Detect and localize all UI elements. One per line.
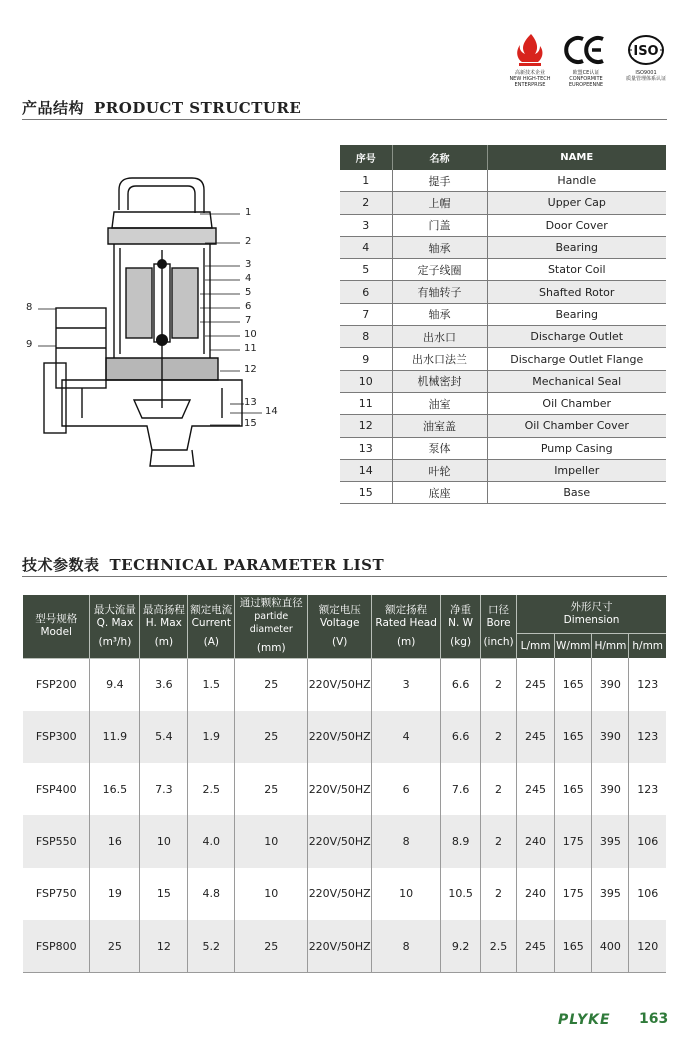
page-number: 163 <box>639 1011 669 1027</box>
cert-caption: 高新技术企业 NEW HIGH-TECH ENTERPRISE <box>509 70 551 88</box>
cell-length: 245 <box>517 920 555 973</box>
part-name-cn: 提手 <box>392 170 487 192</box>
part-name-en: Oil Chamber <box>487 392 666 414</box>
header-unit: (inch) <box>483 635 514 648</box>
cell-bore: 2 <box>481 868 517 920</box>
col-header-no: 序号 <box>340 145 392 170</box>
header-q-max <box>90 595 140 658</box>
cell-width: 165 <box>555 763 592 815</box>
cell-voltage: 220V/50HZ <box>308 658 372 711</box>
cell-q-max: 16 <box>90 815 140 867</box>
part-number: 2 <box>340 192 392 214</box>
part-name-cn: 油室 <box>392 392 487 414</box>
cell-length: 245 <box>517 658 555 711</box>
cell-rated-head: 6 <box>372 763 441 815</box>
parts-table-row <box>340 415 666 437</box>
title-cn: 技术参数表 <box>22 556 100 574</box>
callout-14: 14 <box>265 406 278 417</box>
header-unit: (m³/h) <box>98 635 132 648</box>
header-cn: 最高扬程 <box>142 603 185 616</box>
col-header-name-en: NAME <box>487 145 666 170</box>
part-name-en: Door Cover <box>487 214 666 236</box>
parts-table-row <box>340 192 666 214</box>
cell-inlet-height: 123 <box>629 711 666 763</box>
cell-inlet-height: 120 <box>629 920 666 973</box>
cell-width: 165 <box>555 658 592 711</box>
cell-length: 240 <box>517 815 555 867</box>
cell-model: FSP200 <box>23 658 90 711</box>
col-header-name-cn: 名称 <box>392 145 487 170</box>
cert-caption: ISO9001 质量管理体系认证 <box>625 70 666 82</box>
part-name-cn: 出水口法兰 <box>392 348 487 370</box>
cell-height: 400 <box>592 920 629 973</box>
param-table-row <box>23 920 666 973</box>
cell-height: 390 <box>592 711 629 763</box>
part-name-cn: 轴承 <box>392 236 487 258</box>
header-en: partide diameter <box>249 611 293 636</box>
callout-12: 12 <box>244 364 257 375</box>
cell-height: 390 <box>592 763 629 815</box>
callout-10: 10 <box>244 329 257 340</box>
parts-table-row <box>340 281 666 303</box>
parts-table-row <box>340 437 666 459</box>
part-number: 4 <box>340 236 392 258</box>
parts-table-row <box>340 303 666 325</box>
parts-table-header <box>340 145 666 170</box>
header-cn: 净重 <box>450 603 472 616</box>
part-number: 12 <box>340 415 392 437</box>
cell-h-max: 5.4 <box>140 711 188 763</box>
param-table-row <box>23 658 666 711</box>
header-en: N. W <box>448 616 474 629</box>
callout-1: 1 <box>245 207 252 218</box>
parts-table-row <box>340 170 666 192</box>
cell-current: 4.8 <box>188 868 235 920</box>
part-number: 5 <box>340 259 392 281</box>
part-number: 11 <box>340 392 392 414</box>
part-name-en: Base <box>487 482 666 504</box>
header-bore <box>481 595 517 658</box>
part-name-cn: 轴承 <box>392 303 487 325</box>
parts-table <box>340 145 666 504</box>
cell-net-weight: 7.6 <box>441 763 481 815</box>
part-name-en: Discharge Outlet <box>487 326 666 348</box>
part-name-en: Bearing <box>487 303 666 325</box>
cell-q-max: 19 <box>90 868 140 920</box>
part-number: 13 <box>340 437 392 459</box>
part-number: 9 <box>340 348 392 370</box>
part-name-cn: 机械密封 <box>392 370 487 392</box>
callout-11: 11 <box>244 343 257 354</box>
parts-table-row <box>340 236 666 258</box>
header-en: Rated Head <box>375 616 437 629</box>
technical-parameter-title <box>22 554 384 575</box>
header-unit: (V) <box>332 635 348 648</box>
cell-q-max: 9.4 <box>90 658 140 711</box>
parts-table-row <box>340 392 666 414</box>
technical-parameter-table <box>23 595 666 973</box>
part-name-cn: 泵体 <box>392 437 487 459</box>
header-cn: 外形尺寸 <box>570 601 613 613</box>
cell-inlet-height: 106 <box>629 815 666 867</box>
cell-height: 390 <box>592 658 629 711</box>
callout-15: 15 <box>244 418 257 429</box>
header-net-weight <box>441 595 481 658</box>
title-en: TECHNICAL PARAMETER LIST <box>109 556 385 574</box>
cell-h-max: 3.6 <box>140 658 188 711</box>
part-name-cn: 门盖 <box>392 214 487 236</box>
cell-h-max: 12 <box>140 920 188 973</box>
parts-table-row <box>340 370 666 392</box>
part-name-en: Pump Casing <box>487 437 666 459</box>
cell-width: 175 <box>555 868 592 920</box>
header-voltage <box>308 595 372 658</box>
cell-current: 1.9 <box>188 711 235 763</box>
cell-rated-head: 4 <box>372 711 441 763</box>
callout-13: 13 <box>244 397 257 408</box>
header-model <box>23 595 90 658</box>
header-inlet-height: h/mm <box>629 634 666 659</box>
part-name-en: Oil Chamber Cover <box>487 415 666 437</box>
header-current <box>188 595 235 658</box>
cell-model: FSP800 <box>23 920 90 973</box>
cell-inlet-height: 123 <box>637 677 659 691</box>
header-en: Bore <box>486 616 511 629</box>
callout-3: 3 <box>245 259 252 270</box>
param-table-row <box>23 711 666 763</box>
part-name-cn: 有轴转子 <box>392 281 487 303</box>
part-name-cn: 叶轮 <box>392 459 487 481</box>
part-name-cn: 出水口 <box>392 326 487 348</box>
cell-voltage: 220V/50HZ <box>308 815 372 867</box>
cell-h-max: 7.3 <box>140 763 188 815</box>
cell-net-weight: 6.6 <box>441 711 481 763</box>
cell-rated-head: 10 <box>372 868 441 920</box>
cell-length: 245 <box>517 763 555 815</box>
cell-voltage: 220V/50HZ <box>308 868 372 920</box>
header-rated-head <box>372 595 441 658</box>
cell-bore: 2.5 <box>481 920 517 973</box>
cell-inlet-height: 106 <box>637 887 659 901</box>
parts-table-row <box>340 459 666 481</box>
callout-5: 5 <box>245 287 252 298</box>
header-en: Dimension <box>563 614 620 626</box>
part-name-en: Handle <box>487 170 666 192</box>
cell-current: 2.5 <box>188 763 235 815</box>
cell-model: FSP550 <box>23 815 90 867</box>
cell-q-max: 16.5 <box>90 763 140 815</box>
cell-width: 175 <box>555 815 592 867</box>
callout-4: 4 <box>245 273 252 284</box>
cell-net-weight: 6.6 <box>441 658 481 711</box>
cell-height: 395 <box>592 868 629 920</box>
cell-q-max: 25 <box>90 920 140 973</box>
cell-rated-head: 8 <box>372 815 441 867</box>
cert-caption: 欧盟CE认证 CONFORMITE EUROPEENNE <box>568 70 604 88</box>
cell-current: 1.5 <box>188 658 235 711</box>
cell-bore: 2 <box>481 711 517 763</box>
title-cn: 产品结构 <box>22 99 85 117</box>
cell-rated-head: 3 <box>372 658 441 711</box>
param-table-row <box>23 763 666 815</box>
callout-8: 8 <box>26 302 33 313</box>
param-header-row <box>23 595 666 634</box>
parts-table-row <box>340 482 666 504</box>
header-height: H/mm <box>592 634 629 659</box>
part-name-cn: 油室盖 <box>392 415 487 437</box>
cell-particle-diameter: 10 <box>235 815 308 867</box>
cell-inlet-height: 123 <box>637 782 659 796</box>
part-name-en: Stator Coil <box>487 259 666 281</box>
param-table-row <box>23 868 666 920</box>
parts-table-row <box>340 259 666 281</box>
header-en: Voltage <box>320 616 360 629</box>
cell-width: 165 <box>555 920 592 973</box>
parts-table-row <box>340 348 666 370</box>
part-name-cn: 底座 <box>392 482 487 504</box>
cell-particle-diameter: 10 <box>235 868 308 920</box>
cell-width: 165 <box>555 711 592 763</box>
divider <box>22 576 667 577</box>
part-name-en: Discharge Outlet Flange <box>487 348 666 370</box>
part-number: 10 <box>340 370 392 392</box>
cell-height: 395 <box>592 815 629 867</box>
cell-length: 240 <box>517 868 555 920</box>
header-unit: (A) <box>203 635 219 648</box>
parts-table-row <box>340 326 666 348</box>
header-h-max <box>140 595 188 658</box>
cell-bore: 2 <box>481 658 517 711</box>
header-width: W/mm <box>555 634 592 659</box>
header-en: Current <box>191 616 232 629</box>
header-cn: 口径 <box>488 603 510 616</box>
part-number: 3 <box>340 214 392 236</box>
cell-particle-diameter: 25 <box>235 763 308 815</box>
cell-particle-diameter: 25 <box>235 920 308 973</box>
header-en: Q. Max <box>96 616 134 629</box>
header-unit: (kg) <box>450 635 472 648</box>
callout-9: 9 <box>26 339 33 350</box>
header-cn: 额定扬程 <box>385 603 428 616</box>
header-cn: 型号规格 <box>35 613 78 626</box>
part-name-cn: 上帽 <box>392 192 487 214</box>
cell-bore: 2 <box>481 763 517 815</box>
part-name-cn: 定子线圈 <box>392 259 487 281</box>
header-cn: 额定电压 <box>318 603 361 616</box>
header-cn: 最大流量 <box>93 603 136 616</box>
cell-current: 5.2 <box>188 920 235 973</box>
header-en: Model <box>40 626 72 639</box>
cell-h-max: 10 <box>140 815 188 867</box>
part-name-en: Shafted Rotor <box>487 281 666 303</box>
header-length: L/mm <box>517 634 555 659</box>
cell-model: FSP400 <box>23 763 90 815</box>
part-number: 6 <box>340 281 392 303</box>
part-number: 14 <box>340 459 392 481</box>
header-dimension <box>517 595 666 634</box>
header-unit: (mm) <box>256 642 286 655</box>
header-unit: (m) <box>154 635 174 648</box>
cell-particle-diameter: 25 <box>235 658 308 711</box>
cell-model: FSP300 <box>23 711 90 763</box>
cell-voltage: 220V/50HZ <box>308 711 372 763</box>
cell-voltage: 220V/50HZ <box>308 920 372 973</box>
cell-rated-head: 8 <box>372 920 441 973</box>
part-number: 15 <box>340 482 392 504</box>
part-name-en: Upper Cap <box>487 192 666 214</box>
cell-length: 245 <box>517 711 555 763</box>
part-name-en: Impeller <box>487 459 666 481</box>
parts-table-row <box>340 214 666 236</box>
cell-current: 4.0 <box>188 815 235 867</box>
part-name-en: Bearing <box>487 236 666 258</box>
cell-bore: 2 <box>481 815 517 867</box>
cell-voltage: 220V/50HZ <box>308 763 372 815</box>
part-name-en: Mechanical Seal <box>487 370 666 392</box>
cell-net-weight: 8.9 <box>441 815 481 867</box>
header-cn: 通过颗粒直径 <box>239 597 303 610</box>
part-number: 7 <box>340 303 392 325</box>
callout-7: 7 <box>245 315 252 326</box>
param-table-row <box>23 815 666 867</box>
cell-net-weight: 9.2 <box>441 920 481 973</box>
brand-logo: PLYKE <box>558 1012 611 1028</box>
callout-2: 2 <box>245 236 252 247</box>
part-number: 1 <box>340 170 392 192</box>
header-unit: (m) <box>396 635 416 648</box>
header-particle-diameter <box>235 595 308 658</box>
cell-model: FSP750 <box>23 868 90 920</box>
cell-h-max: 15 <box>140 868 188 920</box>
header-cn: 额定电流 <box>190 603 233 616</box>
cell-particle-diameter: 25 <box>235 711 308 763</box>
callout-6: 6 <box>245 301 252 312</box>
svg-text:ISO: ISO <box>633 44 659 59</box>
header-en: H. Max <box>145 616 182 629</box>
part-number: 8 <box>340 326 392 348</box>
cell-q-max: 11.9 <box>90 711 140 763</box>
title-en: PRODUCT STRUCTURE <box>94 99 302 117</box>
cell-net-weight: 10.5 <box>441 868 481 920</box>
